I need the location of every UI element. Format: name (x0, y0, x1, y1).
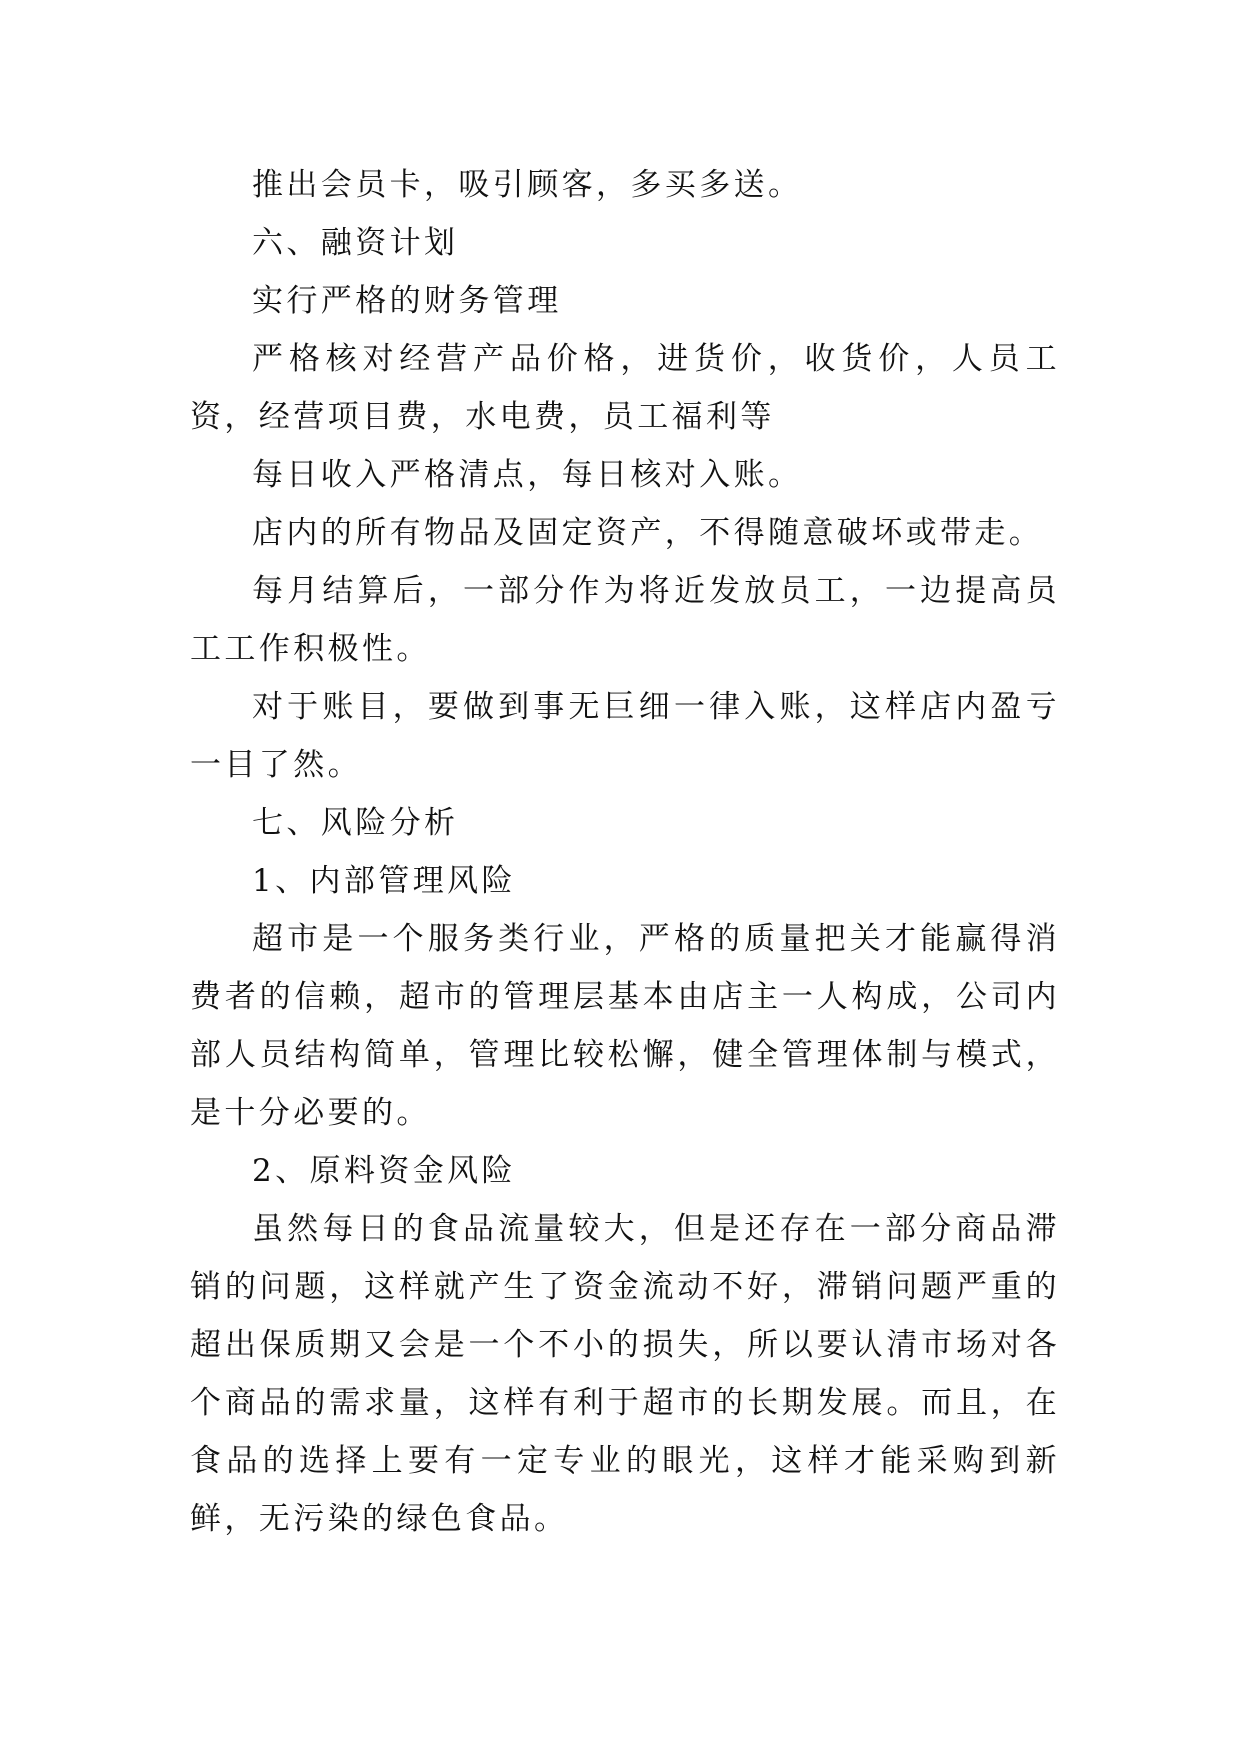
paragraph-material-capital: 虽然每日的食品流量较大，但是还存在一部分商品滞销的问题，这样就产生了资金流动不好，滞销问题严重的超出保质期又会是一个不小的损失，所以要认清市场对各个商品的需求量，这样有利于超市的长期发展。而且，在食品的选择上要有一定专业的眼光，这样才能采购到新鲜，无污染的绿色食品。 (190, 1211, 1060, 1537)
heading-financing-plan: 六、融资计划 (252, 225, 459, 261)
paragraph-membership: 推出会员卡，吸引顾客，多买多送。 (252, 167, 803, 203)
document-body (190, 156, 1060, 1548)
paragraph-price-check: 严格核对经营产品价格，进货价，收货价，人员工资，经营项目费，水电费，员工福利等 (190, 341, 1060, 435)
heading-risk-analysis: 七、风险分析 (252, 805, 459, 841)
paragraph-accounts: 对于账目，要做到事无巨细一律入账，这样店内盈亏一目了然。 (190, 689, 1060, 783)
paragraph-daily-income: 每日收入严格清点，每日核对入账。 (252, 457, 803, 493)
paragraph-monthly-settlement: 每月结算后，一部分作为将近发放员工，一边提高员工工作积极性。 (190, 573, 1060, 667)
subheading-internal-management-risk: 1、内部管理风险 (252, 863, 516, 899)
subheading-material-capital-risk: 2、原料资金风险 (252, 1153, 516, 1189)
paragraph-internal-management: 超市是一个服务类行业，严格的质量把关才能赢得消费者的信赖，超市的管理层基本由店主一人构成，公司内部人员结构简单，管理比较松懈，健全管理体制与模式，是十分必要的。 (190, 921, 1060, 1131)
paragraph-financial-management: 实行严格的财务管理 (252, 283, 562, 319)
paragraph-fixed-assets: 店内的所有物品及固定资产，不得随意破坏或带走。 (252, 515, 1044, 551)
